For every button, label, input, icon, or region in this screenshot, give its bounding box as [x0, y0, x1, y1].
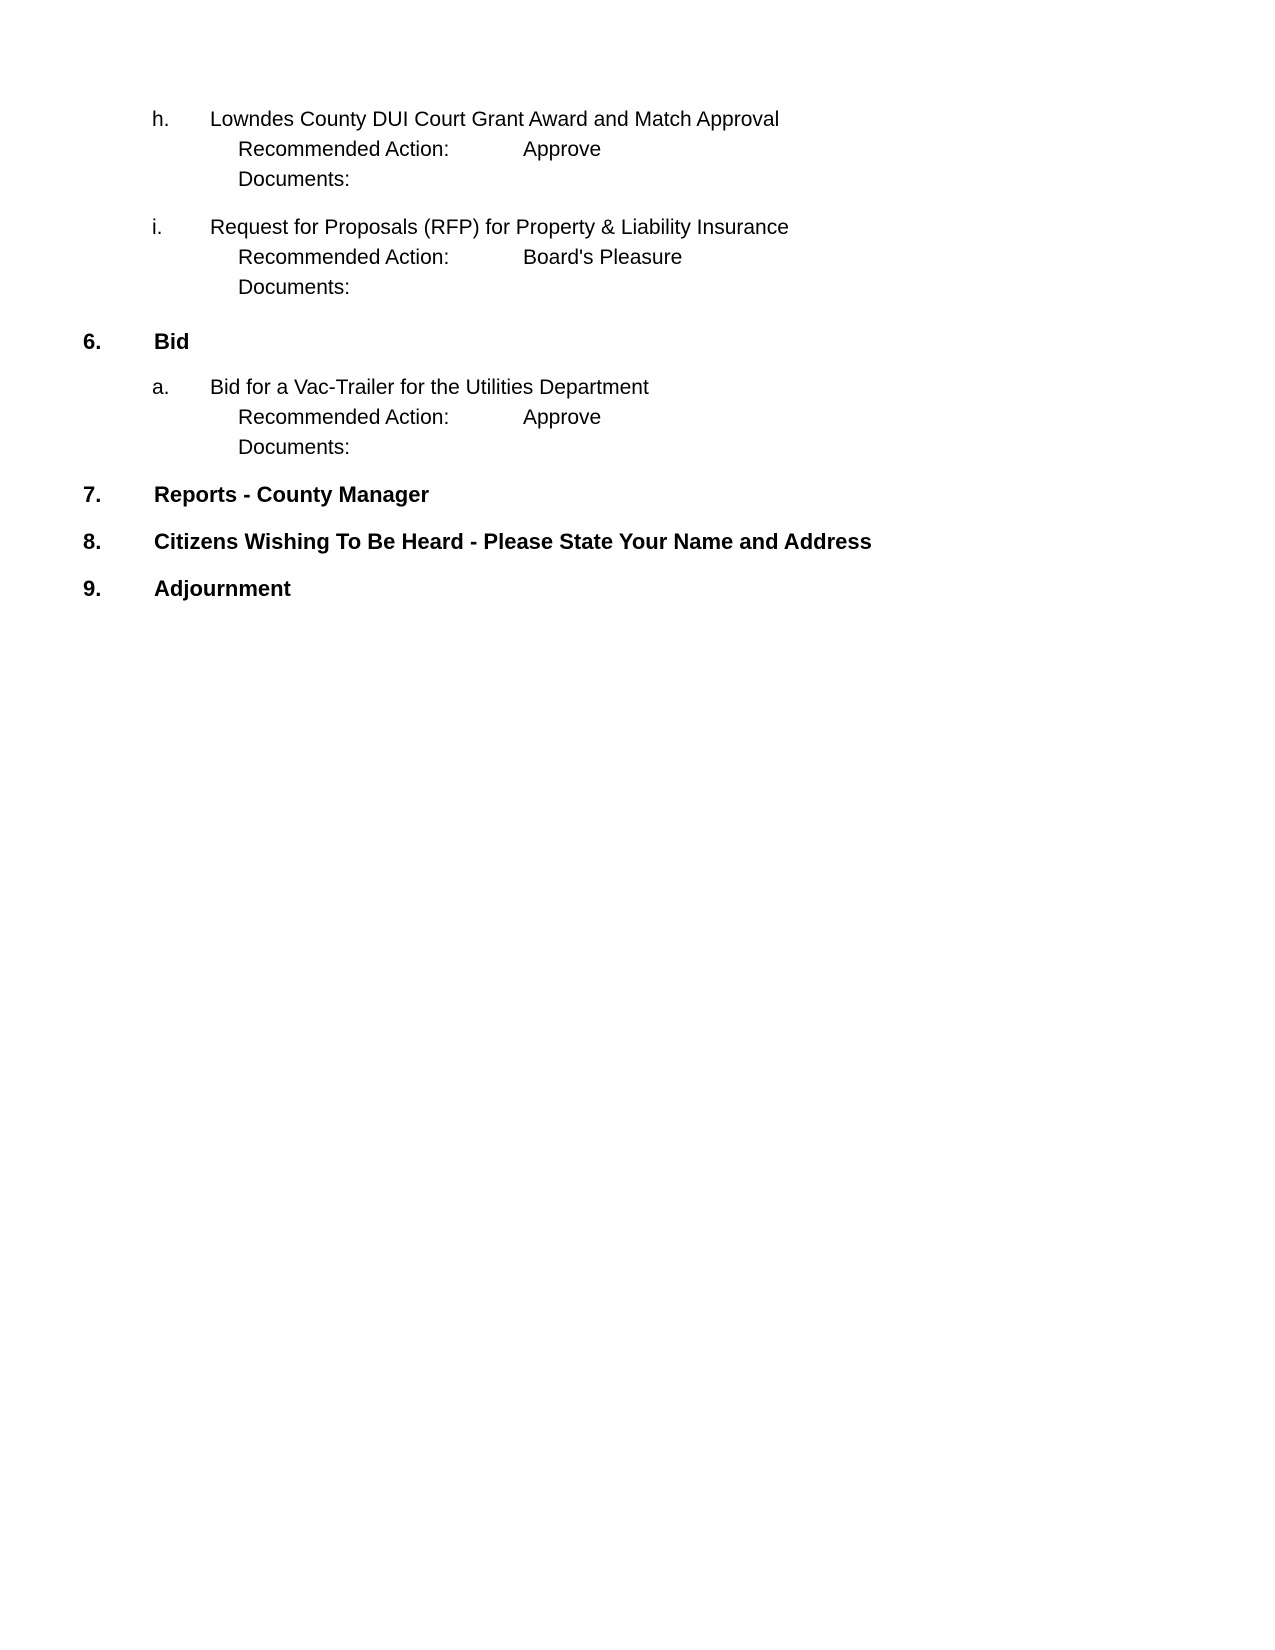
recommended-action-value: Board's Pleasure	[523, 246, 683, 269]
section-heading-9	[83, 574, 1275, 604]
recommended-action-line	[238, 135, 1275, 165]
recommended-action-label: Recommended Action:	[238, 406, 450, 429]
documents-line	[238, 273, 1275, 303]
section-number: 7.	[83, 482, 102, 507]
agenda-item-h	[152, 105, 1275, 195]
section-number: 6.	[83, 329, 102, 354]
documents-value	[523, 273, 1275, 303]
item-body	[210, 105, 1275, 195]
section-heading-7	[83, 480, 1275, 510]
section-number: 9.	[83, 576, 102, 601]
documents-line	[238, 165, 1275, 195]
recommended-action-label: Recommended Action:	[238, 246, 450, 269]
recommended-action-label: Recommended Action:	[238, 138, 450, 161]
section-heading-6	[83, 327, 1275, 357]
documents-value	[523, 433, 1275, 463]
section-title: Bid	[154, 329, 190, 354]
documents-label: Documents:	[238, 436, 351, 459]
documents-line	[238, 433, 1275, 463]
documents-label: Documents:	[238, 168, 351, 191]
item-title: Bid for a Vac-Trailer for the Utilities Department	[210, 376, 649, 399]
item-title: Request for Proposals (RFP) for Property & Liability Insurance	[210, 216, 789, 239]
section-title: Citizens Wishing To Be Heard - Please State Your Name and Address	[154, 529, 872, 554]
section-title: Reports - County Manager	[154, 482, 430, 507]
item-letter: i.	[152, 216, 163, 239]
agenda-item-6a	[152, 373, 1275, 463]
item-title: Lowndes County DUI Court Grant Award and Match Approval	[210, 108, 780, 131]
item-letter: a.	[152, 376, 170, 399]
documents-label: Documents:	[238, 276, 351, 299]
recommended-action-value: Approve	[523, 406, 602, 429]
documents-value	[523, 165, 1275, 195]
section-title: Adjournment	[154, 576, 291, 601]
item-body	[210, 373, 1275, 463]
agenda-item-i	[152, 213, 1275, 303]
item-letter: h.	[152, 108, 170, 131]
recommended-action-line	[238, 403, 1275, 433]
recommended-action-value: Approve	[523, 138, 602, 161]
section-number: 8.	[83, 529, 102, 554]
section-heading-8	[83, 527, 1275, 557]
recommended-action-line	[238, 243, 1275, 273]
item-body	[210, 213, 1275, 303]
